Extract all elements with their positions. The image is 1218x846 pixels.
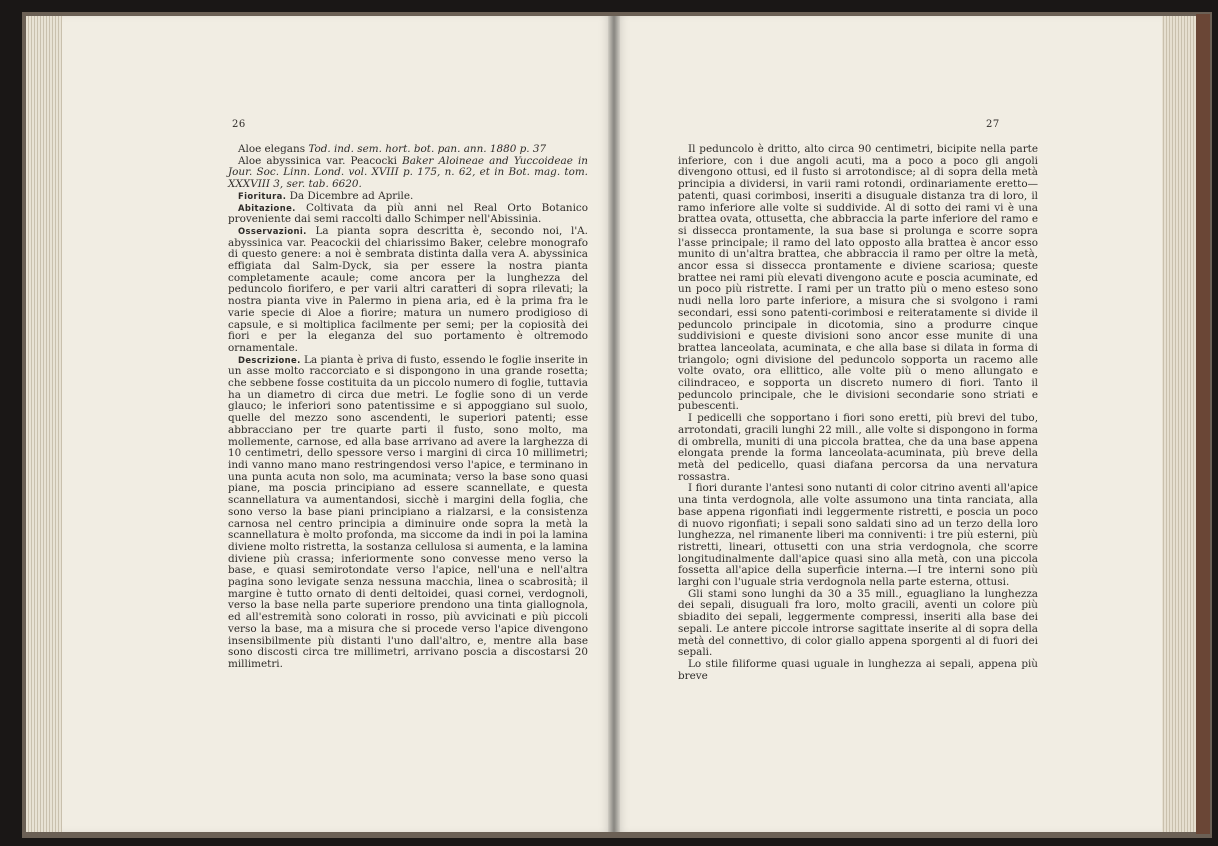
- section-text: Da Dicembre ad Aprile.: [289, 189, 414, 202]
- paragraph: Il peduncolo è dritto, alto circa 90 centimetri, bicipite nella parte inferiore, con i due angoli acuti, ma a poco a poco gli angoli divengono ottusi, ed il fusto si arrotondisce; al di sopra della metà principia a dividersi, in varii rami rotondi, ordinariamente eretto—patenti, quasi corimbosi, inseriti a disuguale distanza tra di loro, il ramo inferiore alle volte si suddivide. Al di sotto dei rami vi è una brattea ovata, ottusetta, che abbraccia la parte inferiore del ramo e si dissecca prontamente, la sua base si prolunga e scorre sopra l'asse principale; il ramo del lato opposto alla brattea è ancor esso munito di un'altra brattea, che abbraccia il ramo per oltre la metà, ancor essa si dissecca prontamente e diviene scariosa; queste brattee nei rami più elevati divengono acute e poscia acuminate, ed un poco più ristrette. I rami per un tratto più o meno esteso sono nudi nella loro parte inferiore, a misura che si svolgono i rami secondari, essi sono patenti-corimbosi e reiteratamente si divide il peduncolo principale in dicotomia, sino a produrre cinque suddivisioni e queste divisioni sono ancor esse munite di una brattea lanceolata, acuminata, e che alla base si dilata in forma di triangolo; ogni divisione del peduncolo sopporta un racemo alle volte ovato, ora ellittico, alle volte più o meno allungato e cilindraceo, e sopporta un discreto numero di fiori. Tanto il peduncolo principale, che le divisioni secondarie sono striati e pubescenti.: [678, 143, 1038, 413]
- book-cover-edge: [1196, 14, 1210, 834]
- species-name: Aloe abyssinica var. Peacocki: [238, 154, 397, 167]
- page-number: 26: [232, 119, 246, 130]
- left-page-text: [228, 144, 588, 671]
- section-descrizione: [228, 355, 588, 671]
- citation-line: [228, 156, 588, 191]
- section-heading: Fioritura.: [238, 190, 287, 201]
- right-page-edges: [1160, 16, 1200, 832]
- section-osservazioni: [228, 226, 588, 355]
- section-abitazione: [228, 203, 588, 226]
- paragraph: Gli stami sono lunghi da 30 a 35 mill., eguagliano la lunghezza dei sepali, disuguali fra loro, molto gracili, aventi un colore più sbiadito dei sepali, leggermente compressi, inseriti alla base dei sepali. Le antere piccole introrse sagittate inserite al di sopra della metà del connettivo, di color giallo appena sporgenti al di fuori dei sepali.: [678, 587, 1038, 659]
- paragraph: Lo stile filiforme quasi uguale in lunghezza ai sepali, appena più breve: [678, 657, 1038, 682]
- paragraph: I pedicelli che sopportano i fiori sono eretti, più brevi del tubo, arrotondati, gracili lunghi 22 mill., alle volte si dispongono in forma di ombrella, muniti di una piccola brattea, che da una base appena elongata prende la forma lanceolata-acuminata, più breve della metà del pedicello, quasi diafana percorsa da una nervatura rossastra.: [678, 412, 1038, 483]
- section-heading: Descrizione.: [238, 354, 301, 365]
- right-page-text: [678, 144, 1038, 682]
- left-page-edges: [26, 16, 66, 832]
- citation-reference: Baker Aloineae and Yuccoideae in Jour. Soc. Linn. Lond. vol. XVIII p. 175, n. 62, et in Bot. mag. tom. XXXVIII 3, ser. tab. 6620.: [228, 154, 588, 191]
- species-name: Aloe elegans: [238, 143, 306, 155]
- left-page: [62, 16, 614, 832]
- section-heading: Abitazione.: [238, 202, 296, 213]
- page-number: 27: [986, 119, 1000, 130]
- section-text: Coltivata da più anni nel Real Orto Botanico proveniente dai semi raccolti dallo Schimper nell'Abissinia.: [228, 201, 588, 226]
- citation-reference: Tod. ind. sem. hort. bot. pan. ann. 1880 p. 37: [308, 143, 547, 155]
- book-gutter: [608, 16, 620, 832]
- paragraph: I fiori durante l'antesi sono nutanti di color citrino aventi all'apice una tinta verdognola, alle volte assumono una tinta ranciata, alla base appena rigonfiati indi leggermente ristretti, e poscia un poco di nuovo rigonfiati; i sepali sono saldati sino ad un terzo della loro lunghezza, nel rimanente liberi ma conniventi: i tre più esterni, più ristretti, lineari, ottusetti con una stria verdognola, che scorre longitudinalmente dall'apice quasi sino alla metà, con una piccola fossetta all'apice della superficie interna.—I tre interni sono più larghi con l'uguale stria verdognola nella parte esterna, ottusi.: [678, 482, 1038, 589]
- section-text: La pianta è priva di fusto, essendo le foglie inserite in un asse molto raccorciato e si dispongono in una grande rosetta; che sebbene fosse costituita da un piccolo numero di foglie, tuttavia ha un diametro di circa due metri. Le foglie sono di un verde glauco; le inferiori sono patentissime e si appoggiano sul suolo, quelle del mezzo sono ascendenti, le superiori patenti; esse abbracciano per tre quarte parti il fusto, sono molto, ma mollemente, carnose, ed alla base arrivano ad avere la larghezza di 10 centimetri, dello spessore verso i margini di circa 10 millimetri; indi vanno mano mano restringendosi verso l'apice, e terminano in una punta acuta non solo, ma acuminata; verso la base sono quasi piane, ma poscia principiano ad essere scannellate, e questa scannellatura va aumentandosi, sicchè i margini della foglia, che sono verso la base piani principiano a rialzarsi, e la consistenza carnosa nel centro principia a diminuire onde sopra la metà la scannellatura è molto profonda, ma siccome da indi in poi la lamina diviene molto ristretta, la sostanza cellulosa si aumenta, e la lamina diviene più crassa; inferiormente sono convesse meno verso la base, e quasi semirotondate verso l'apice, nell'una e nell'altra pagina sono levigate senza nessuna macchia, linea o scabrosità; il margine è tutto ornato di denti deltoidei, quasi cornei, verdognoli, verso la base nella parte superiore prendono una tinta giallognola, ed all'estremità sono colorati in rosso, più avvicinati e più piccoli verso la base, ma a misura che si procede verso l'apice divengono insensibilmente più distanti l'uno dall'altro, e, mentre alla base sono discosti circa tre millimetri, arrivano poscia a discostarsi 20 millimetri.: [228, 353, 588, 670]
- right-page: [614, 16, 1162, 832]
- section-text: La pianta sopra descritta è, secondo noi, l'A. abyssinica var. Peacockii del chiarissimo Baker, celebre monografo di questo genere: a noi è sembrata distinta dalla vera A. abyssinica effigiata dal Salm-Dyck, sia per essere la nostra pianta completamente acaule; come ancora per la lunghezza del peduncolo fiorifero, e per varii altri caratteri di sopra rilevati; la nostra pianta vive in Palermo in piena aria, ed è la prima fra le varie specie di Aloe a fiorire; matura un numero prodigioso di capsule, e si moltiplica facilmente per semi; per la copiosità dei fiori e per la eleganza del suo portamento è oltremodo ornamentale.: [228, 224, 588, 354]
- section-heading: Osservazioni.: [238, 225, 307, 236]
